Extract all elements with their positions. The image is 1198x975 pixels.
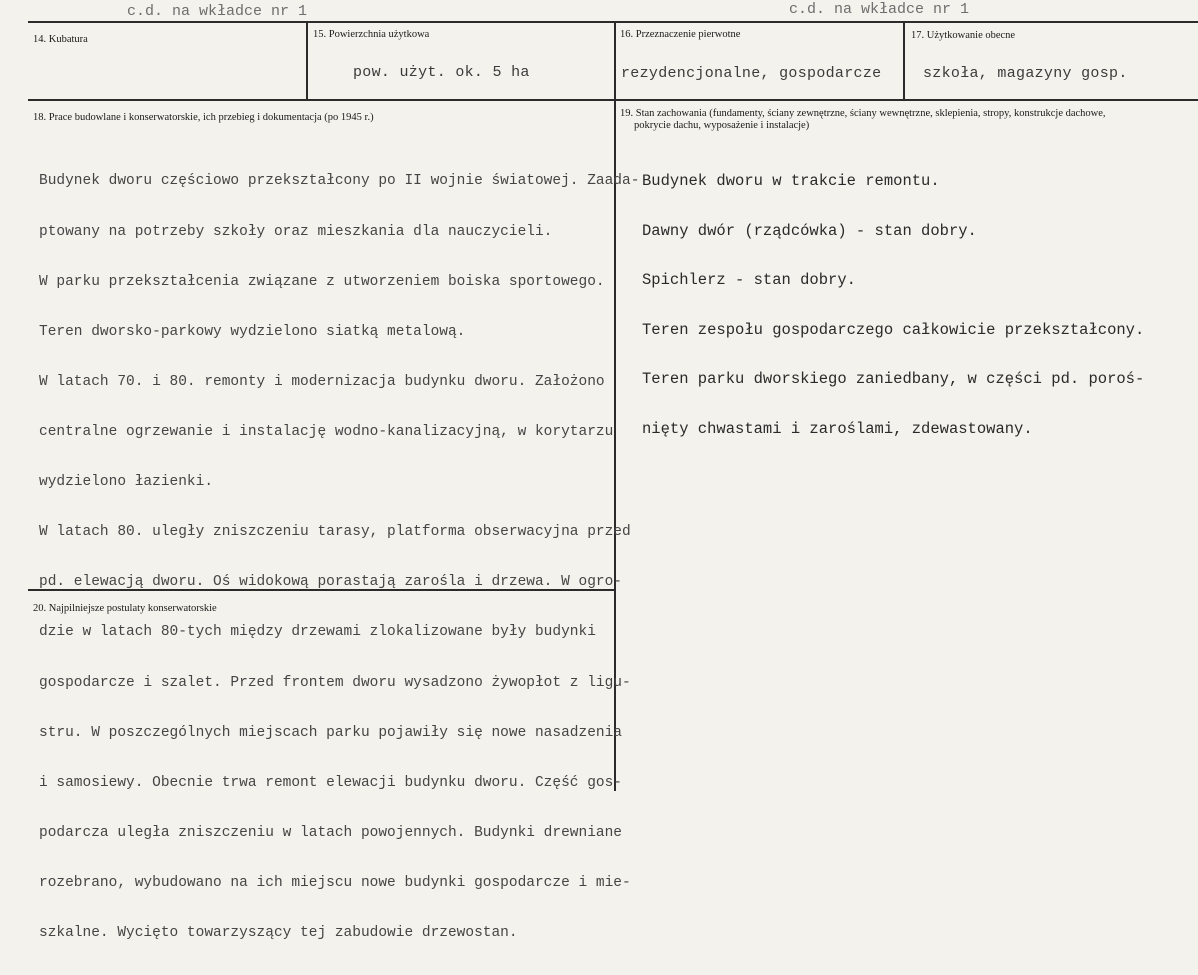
powierzchnia-label: 15. Powierzchnia użytkowa — [313, 29, 430, 40]
text-line: szkalne. Wycięto towarzyszący tej zabudowie drzewostan. — [39, 925, 518, 942]
text-line: Teren parku dworskiego zaniedbany, w części pd. poroś- — [642, 370, 1145, 388]
row-divider-1 — [28, 99, 1198, 101]
text-line: nięty chwastami i zaroślami, zdewastowany. — [642, 419, 1033, 438]
text-line: Teren dworsko-parkowy wydzielono siatką metalową. — [39, 323, 466, 340]
powierzchnia-value: pow. użyt. ok. 5 ha — [353, 64, 530, 81]
text-line: gospodarcze i szalet. Przed frontem dworu wysadzono żywopłot z ligu- — [39, 674, 631, 691]
stan-zachowania-label-cont: pokrycie dachu, wyposażenie i instalacje) — [634, 120, 810, 131]
uzytkowanie-value: szkoła, magazyny gosp. — [923, 65, 1128, 82]
col-divider-16-17 — [903, 21, 905, 101]
text-line: W parku przekształcenia związane z utworzeniem boiska sportowego. — [39, 273, 605, 290]
prace-budowlane-text — [39, 140, 639, 975]
przeznaczenie-value: rezydencjonalne, gospodarcze — [621, 65, 882, 82]
text-line: Budynek dworu częściowo przekształcony po II wojnie światowej. Zaada- — [39, 173, 640, 190]
stan-zachowania-label: 19. Stan zachowania (fundamenty, ściany zewnętrzne, ściany wewnętrzne, sklepienia, stropy, konstrukcje dachowe, — [620, 108, 1106, 119]
text-line: wydzielono łazienki. — [39, 474, 214, 491]
text-line: Teren zespołu gospodarczego całkowicie przekształcony. — [642, 320, 1145, 339]
text-line: stru. W poszczególnych miejscach parku pojawiły się nowe nasadzenia — [39, 724, 622, 741]
text-line: i samosiewy. Obecnie trwa remont elewacji budynku dworu. Część gos- — [39, 774, 622, 791]
text-line: pd. elewacją dworu. Oś widokową porastają zarośla i drzewa. W ogro- — [39, 574, 622, 591]
continued-note-right: c.d. na wkładce nr 1 — [789, 1, 970, 18]
text-line: W latach 80. uległy zniszczeniu tarasy, platforma obserwacyjna przed — [39, 524, 631, 541]
stan-zachowania-text — [642, 140, 1144, 470]
text-line: dzie w latach 80-tych między drzewami zlokalizowane były budynki — [39, 624, 596, 641]
uzytkowanie-label: 17. Użytkowanie obecne — [911, 30, 1016, 41]
top-rule — [28, 21, 1198, 23]
text-line: rozebrano, wybudowano na ich miejscu nowe budynki gospodarcze i mie- — [39, 874, 631, 891]
text-line: ptowany na potrzeby szkoły oraz mieszkania dla nauczycieli. — [39, 223, 553, 240]
text-line: W latach 70. i 80. remonty i modernizacja budynku dworu. Założono — [39, 373, 605, 390]
continued-note-left: c.d. na wkładce nr 1 — [127, 3, 308, 20]
text-line: Spichlerz - stan dobry. — [642, 271, 856, 289]
prace-budowlane-label: 18. Prace budowlane i konserwatorskie, ich przebieg i dokumentacja (po 1945 r.) — [33, 112, 374, 123]
text-line: Budynek dworu w trakcie remontu. — [642, 172, 940, 190]
przeznaczenie-label: 16. Przeznaczenie pierwotne — [620, 29, 741, 40]
postulaty-label: 20. Najpilniejsze postulaty konserwatorskie — [33, 603, 217, 614]
kubatura-label: 14. Kubatura — [33, 34, 88, 45]
text-line: centralne ogrzewanie i instalację wodno-kanalizacyjną, w korytarzu — [39, 423, 614, 440]
text-line: Dawny dwór (rządcówka) - stan dobry. — [642, 221, 977, 240]
col-divider-14-15 — [306, 21, 308, 101]
text-line: podarcza uległa zniszczeniu w latach powojennych. Budynki drewniane — [39, 824, 622, 841]
